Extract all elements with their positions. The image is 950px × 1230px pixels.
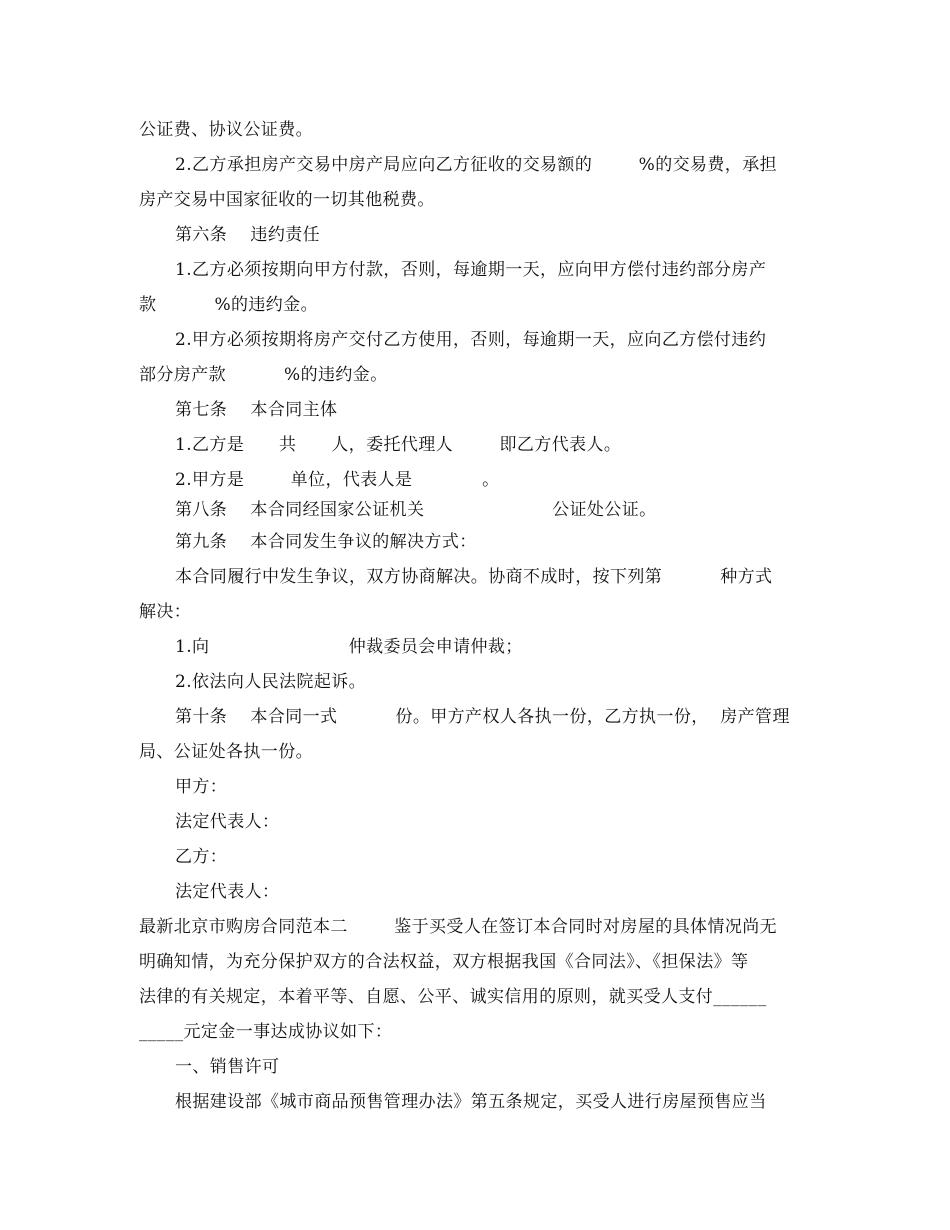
text-line: 本合同履行中发生争议，双方协商解决。协商不成时，按下列第 种方式 [175,567,773,587]
text-line: _____元定金一事达成协议如下： [139,1022,393,1042]
text-line: 局、公证处各执一份。 [139,742,313,762]
text-line: 解决： [139,602,192,622]
text-line: 根据建设部《城市商品预售管理办法》第五条规定，买受人进行房屋预售应当 [175,1092,767,1112]
text-line: 1.向 仲裁委员会申请仲裁； [175,637,523,657]
text-line: 房产交易中国家征收的一切其他税费。 [139,190,435,210]
text-line: 1.乙方是 共 人，委托代理人 即乙方代表人。 [175,435,622,455]
text-line: 2.甲方是 单位，代表人是 。 [175,470,500,490]
signature-label: 乙方： [175,847,228,867]
section-heading: 第七条 本合同主体 [175,400,338,420]
text-line: 1.乙方必须按期向甲方付款，否则，每逾期一天，应向甲方偿付违约部分房产 [175,260,767,280]
text-line: 明确知情，为充分保护双方的合法权益，双方根据我国《合同法》、《担保法》等 [139,952,749,972]
text-line: 部分房产款 %的违约金。 [139,365,388,385]
section-heading: 第十条 本合同一式 份。甲方产权人各执一份，乙方执一份， 房产管理 [175,707,790,727]
signature-label: 甲方： [175,777,228,797]
section-heading: 第九条 本合同发生争议的解决方式： [175,532,477,552]
text-line: 公证费、协议公证费。 [139,120,313,140]
text-line: 款 %的违约金。 [139,295,318,315]
text-line: 法律的有关规定，本着平等、自愿、公平、诚实信用的原则，就买受人支付______ [139,987,767,1007]
text-line: 2.甲方必须按期将房产交付乙方使用，否则，每逾期一天，应向乙方偿付违约 [175,330,767,350]
text-line: 2.依法向人民法院起诉。 [175,672,367,692]
signature-label: 法定代表人： [175,882,280,902]
signature-label: 法定代表人： [175,812,280,832]
text-line: 2.乙方承担房产交易中房产局应向乙方征收的交易额的 %的交易费，承担 [175,155,778,175]
section-heading: 一、销售许可 [175,1057,280,1077]
section-heading: 第八条 本合同经国家公证机关 公证处公证。 [175,500,657,520]
text-line: 最新北京市购房合同范本二 鉴于买受人在签订本合同时对房屋的具体情况尚无 [139,917,778,937]
section-heading: 第六条 违约责任 [175,225,321,245]
